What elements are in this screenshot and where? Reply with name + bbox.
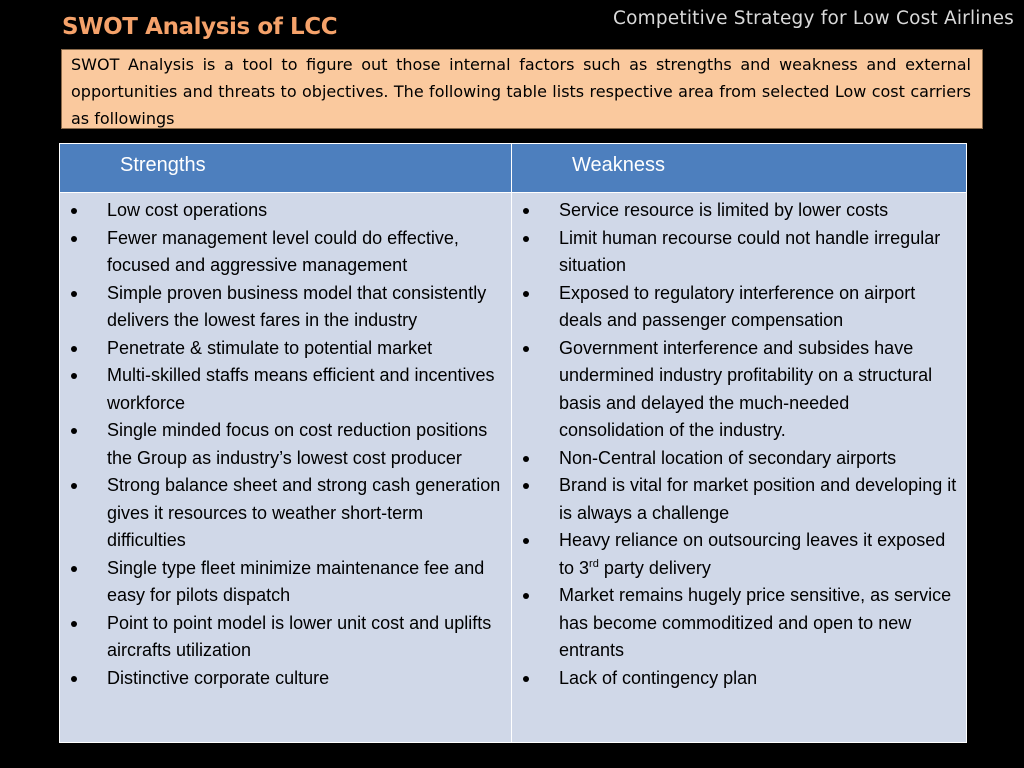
- strength-item: Strong balance sheet and strong cash generation gives it resources to weather short-term difficulties: [60, 472, 503, 555]
- strength-item: Single minded focus on cost reduction positions the Group as industry’s lowest cost producer: [60, 417, 503, 472]
- weakness-list: [512, 197, 958, 692]
- strength-item: Penetrate & stimulate to potential market: [60, 335, 503, 363]
- weakness-text: Heavy reliance on outsourcing leaves it exposed to 3: [559, 530, 946, 578]
- table-header-row: [60, 144, 967, 193]
- strength-item: Multi-skilled staffs means efficient and incentives workforce: [60, 362, 503, 417]
- table-row: [60, 193, 967, 743]
- ordinal-superscript: rd: [589, 557, 599, 570]
- weakness-item: Service resource is limited by lower costs: [512, 197, 958, 225]
- weakness-cell: [512, 193, 967, 743]
- strength-item: Single type fleet minimize maintenance fee and easy for pilots dispatch: [60, 555, 503, 610]
- strength-item: Distinctive corporate culture: [60, 665, 503, 693]
- weakness-item: Limit human recourse could not handle irregular situation: [512, 225, 958, 280]
- deck-title: Competitive Strategy for Low Cost Airlines: [613, 8, 1014, 29]
- strength-item: Simple proven business model that consistently delivers the lowest fares in the industry: [60, 280, 503, 335]
- strength-item: Point to point model is lower unit cost and uplifts aircrafts utilization: [60, 610, 503, 665]
- strengths-cell: [60, 193, 512, 743]
- strength-item: Fewer management level could do effective, focused and aggressive management: [60, 225, 503, 280]
- strengths-header: Strengths: [60, 144, 512, 193]
- intro-text-box: SWOT Analysis is a tool to figure out those internal factors such as strengths and weakness and external opportunities and threats to objectives. The following table lists respective area from selected Low cost carriers as followings: [61, 49, 983, 129]
- swot-table: [59, 143, 967, 743]
- strength-item: Low cost operations: [60, 197, 503, 225]
- weakness-item: Non-Central location of secondary airports: [512, 445, 958, 473]
- weakness-item: [512, 527, 958, 582]
- weakness-item: Market remains hugely price sensitive, as service has become commoditized and open to new entrants: [512, 582, 958, 665]
- slide-title: SWOT Analysis of LCC: [62, 14, 338, 40]
- weakness-item: Exposed to regulatory interference on airport deals and passenger compensation: [512, 280, 958, 335]
- weakness-item: Brand is vital for market position and developing it is always a challenge: [512, 472, 958, 527]
- strengths-list: [60, 197, 503, 692]
- weakness-header: Weakness: [512, 144, 967, 193]
- weakness-item: Government interference and subsides have undermined industry profitability on a structural basis and delayed the much-needed consolidation of the industry.: [512, 335, 958, 445]
- weakness-item: Lack of contingency plan: [512, 665, 958, 693]
- weakness-text: party delivery: [598, 557, 711, 578]
